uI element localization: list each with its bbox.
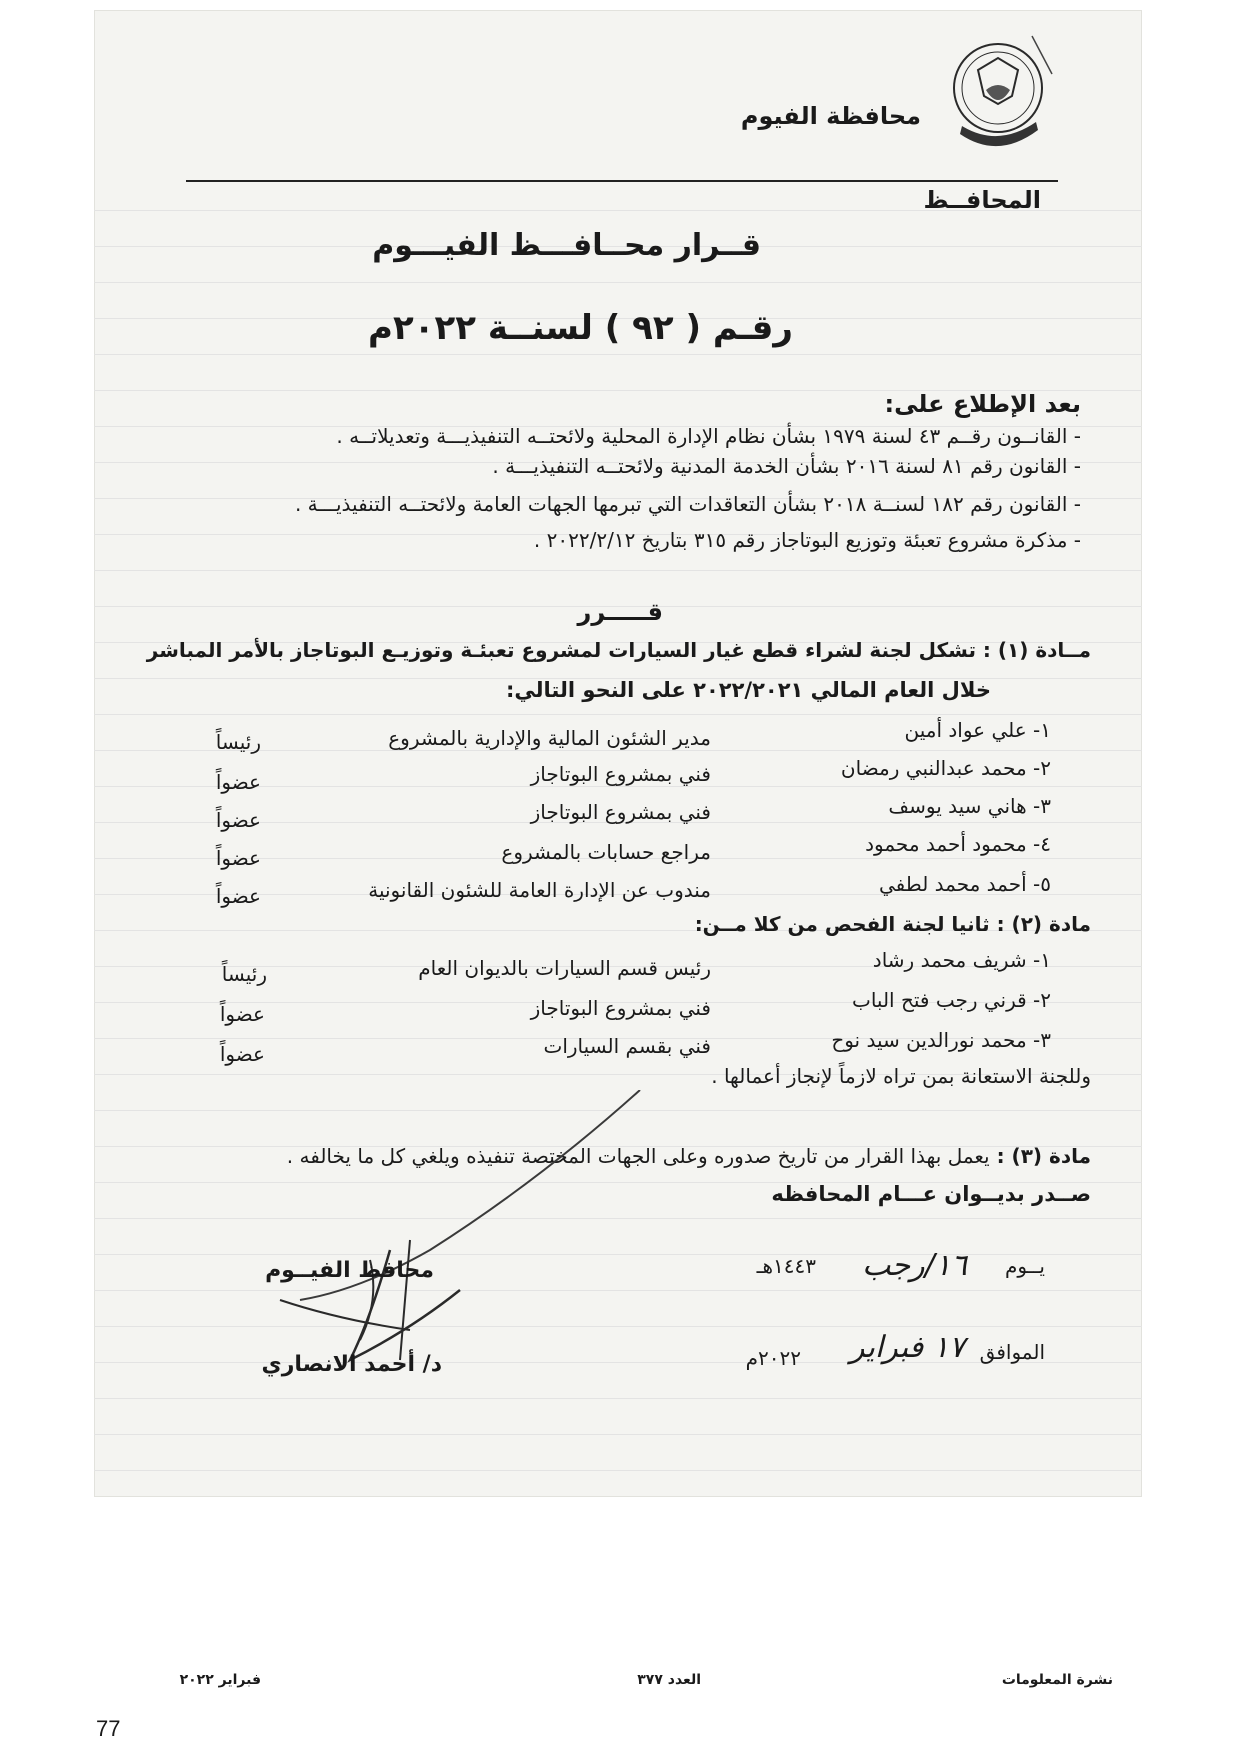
article3-text: يعمل بهذا القرار من تاريخ صدوره وعلى الجهات المختصة تنفيذه ويلغي كل ما يخالفه . xyxy=(286,1144,990,1168)
article2-note: وللجنة الاستعانة بمن تراه لازماً لإنجاز أعمالها . xyxy=(711,1064,1091,1088)
article2-label: مادة (٢) : ثانيا لجنة الفحص من كلا مــن: xyxy=(694,912,1091,936)
member-name: ١- علي عواد أمين xyxy=(904,718,1051,742)
resolved-heading: قـــــرر xyxy=(577,598,663,626)
member-name: ٢- قرني رجب فتح الباب xyxy=(851,988,1051,1012)
member-role: عضواً xyxy=(219,1002,265,1026)
governor-label: المحافــظ xyxy=(923,186,1041,214)
footer-issue: العدد ٣٧٧ xyxy=(637,1672,701,1688)
signatory-name: د/ أحمد الانصاري xyxy=(261,1352,442,1377)
article3-label: مادة (٣) : xyxy=(996,1144,1091,1168)
preamble-item: - القانــون رقــم ٤٣ لسنة ١٩٧٩ بشأن نظام الإدارة المحلية ولائحتــه التنفيذيـــة وتعديلاتــه . xyxy=(336,424,1081,448)
member-position: فني بمشروع البوتاجاز xyxy=(530,800,711,824)
footer-publication: نشرة المعلومات xyxy=(1001,1672,1113,1688)
member-position: مندوب عن الإدارة العامة للشئون القانونية xyxy=(368,878,711,902)
day-label: يــوم xyxy=(1005,1254,1045,1278)
article1-text: تشكل لجنة لشراء قطع غيار السيارات لمشروع تعبئـة وتوزيـع البوتاجاز بالأمر المباشر xyxy=(146,638,976,662)
preamble-heading: بعد الإطلاع على: xyxy=(884,390,1081,418)
footer-date: فبراير ٢٠٢٢ xyxy=(179,1672,261,1688)
corresponding-label: الموافق xyxy=(979,1340,1045,1364)
member-role: رئيساً xyxy=(221,962,267,986)
gregorian-date-handwritten: ١٧ فبراير xyxy=(850,1330,965,1365)
signatory-title: محافظ الفيــوم xyxy=(265,1258,434,1283)
decision-number: رقـم ( ٩٢ ) لسنــة ٢٠٢٢م xyxy=(368,308,793,348)
member-name: ٣- محمد نورالدين سيد نوح xyxy=(831,1028,1051,1052)
member-position: فني بقسم السيارات xyxy=(543,1034,711,1058)
hijri-year: ١٤٤٣هـ xyxy=(756,1254,816,1278)
member-name: ٣- هاني سيد يوسف xyxy=(888,794,1051,818)
gregorian-year: ٢٠٢٢م xyxy=(745,1346,801,1370)
member-name: ٥- أحمد محمد لطفي xyxy=(879,872,1051,896)
member-position: فني بمشروع البوتاجاز xyxy=(530,996,711,1020)
member-name: ١- شريف محمد رشاد xyxy=(872,948,1051,972)
issued-statement: صــدر بديــوان عـــام المحافظه xyxy=(771,1182,1091,1206)
hijri-date-handwritten: ١٦/رجب xyxy=(862,1248,967,1283)
governorate-name: محافظة الفيوم xyxy=(740,102,921,130)
article1-label: مــادة (١) : xyxy=(982,638,1091,662)
member-position: فني بمشروع البوتاجاز xyxy=(530,762,711,786)
member-name: ٤- محمود أحمد محمود xyxy=(865,832,1051,856)
governorate-seal xyxy=(948,30,1058,160)
preamble-item: - القانون رقم ١٨٢ لسنــة ٢٠١٨ بشأن التعاقدات التي تبرمها الجهات العامة ولائحتــه التنفيذيـــة . xyxy=(294,492,1081,516)
signature-mark xyxy=(240,1090,660,1390)
preamble-item: - القانون رقم ٨١ لسنة ٢٠١٦ بشأن الخدمة المدنية ولائحتــه التنفيذيـــة . xyxy=(492,454,1081,478)
header-divider xyxy=(186,180,1058,182)
article1-text-continued: خلال العام المالي ٢٠٢٢/٢٠٢١ على النحو التالي: xyxy=(506,678,991,702)
member-role: عضواً xyxy=(219,1042,265,1066)
member-role: رئيساً xyxy=(215,730,261,754)
member-name: ٢- محمد عبدالنبي رمضان xyxy=(840,756,1051,780)
decision-title: قــرار محــافـــظ الفيـــوم xyxy=(372,228,761,263)
member-role: عضواً xyxy=(215,808,261,832)
member-position: رئيس قسم السيارات بالديوان العام xyxy=(418,956,711,980)
page-number: 77 xyxy=(96,1716,121,1741)
preamble-item: - مذكرة مشروع تعبئة وتوزيع البوتاجاز رقم ٣١٥ بتاريخ ٢٠٢٢/٢/١٢ . xyxy=(533,528,1081,552)
member-role: عضواً xyxy=(215,770,261,794)
member-role: عضواً xyxy=(215,884,261,908)
member-position: مراجع حسابات بالمشروع xyxy=(501,840,711,864)
member-position: مدير الشئون المالية والإدارية بالمشروع xyxy=(388,726,711,750)
member-role: عضواً xyxy=(215,846,261,870)
